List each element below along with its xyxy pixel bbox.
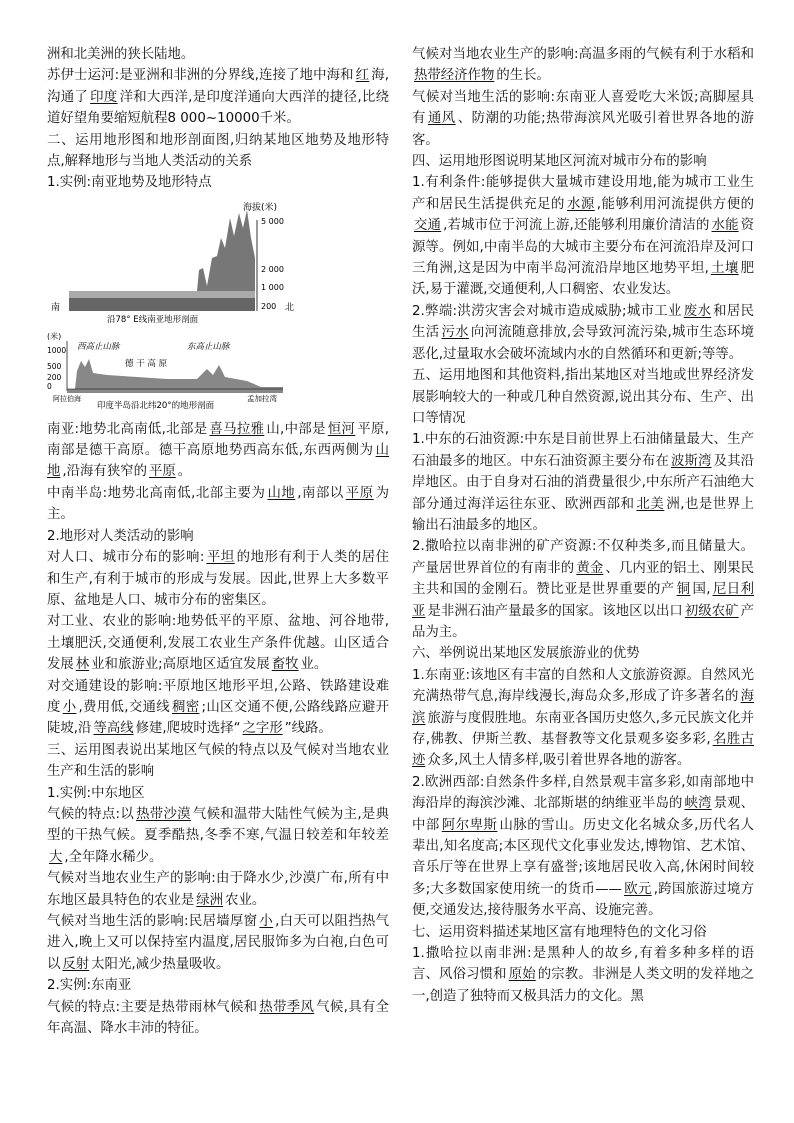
layer-lowland bbox=[69, 291, 255, 298]
paragraph-transport: 对交通建设的影响:平原地区地形平坦,公路、铁路建设难度 小 ,费用低,交通线 稠密 ;山区交通不便,公路线路应避开陡坡,沿 等高线 修建,爬坡时选择“ 之字形 ”线路。 bbox=[47, 678, 390, 737]
answer-blank: 黄金 bbox=[576, 560, 604, 576]
figure-caption: 沿78° E线南亚地形剖面 bbox=[107, 314, 199, 324]
left-column bbox=[47, 44, 389, 1039]
paragraph-middle-east-agriculture: 气候对当地农业生产的影响:由于降水少,沙漠广布,所有中东地区最具特色的农业是 绿洲 农业。 bbox=[47, 871, 389, 908]
subsection-heading: 2.地形对人类活动的影响 bbox=[47, 528, 194, 544]
tick-label: 2 000 bbox=[261, 264, 284, 274]
answer-blank: 大 bbox=[49, 849, 63, 865]
answer-blank: 北美 bbox=[636, 496, 665, 512]
answer-blank: 尼日利亚 bbox=[412, 582, 755, 619]
answer-blank: 稠密 bbox=[172, 699, 200, 715]
answer-blank: 恒河 bbox=[327, 421, 356, 437]
answer-blank: 山地 bbox=[267, 485, 296, 501]
paragraph-africa-minerals: 2.撒哈拉以南非洲的矿产资源:不仅种类多,而且储量大。产量居世界首位的有南非的 黄金 、几内亚的铝土、刚果民主共和国的金刚石。赞比亚是世界重要的产 铜 国, 尼日利亚 是非洲石油产量最多的国家。该地区以出口 初级农矿 产品为主。 bbox=[412, 539, 755, 640]
answer-blank: 欧元 bbox=[623, 881, 652, 897]
answer-blank: 土壤 bbox=[710, 261, 739, 277]
deccan-plateau-label: 德 干 高 原 bbox=[125, 359, 168, 370]
answer-blank: 热带沙漠 bbox=[136, 806, 191, 822]
example-heading: 2.实例:东南亚 bbox=[47, 978, 132, 994]
answer-blank: 平坦 bbox=[206, 550, 235, 566]
answer-blank: 原始 bbox=[508, 967, 536, 983]
layer-base bbox=[69, 298, 255, 311]
paragraph-middle-east-oil: 1.中东的石油资源:中东是目前世界上石油储量最大、生产石油最多的地区。中东石油资源主要分布在 波斯湾 及其沿岸地区。由于自身对石油的消费量很少,中东所产石油绝大部分通过海洋运往东亚、欧洲西部和 北美 洲,也是世界上输出石油最多的地区。 bbox=[412, 432, 755, 533]
answer-blank: 热带季风 bbox=[259, 999, 315, 1015]
section-heading: 三、运用图表说出某地区气候的特点以及气候对当地农业生产和生活的影响 bbox=[47, 742, 389, 780]
section-heading: 二、运用地形图和地形剖面图,归纳某地区地势及地形特点,解释地形与当地人类活动的关系 bbox=[47, 132, 389, 170]
answer-blank: 山地 bbox=[47, 443, 389, 480]
example-heading: 1.实例:中东地区 bbox=[47, 785, 145, 801]
y-axis-label: 海拔(米) bbox=[243, 202, 278, 213]
figure-caption: 印度半岛沿北纬20°的地形剖面 bbox=[97, 401, 215, 410]
answer-blank: 之字形 bbox=[242, 721, 283, 737]
tick-label: 0 bbox=[47, 382, 52, 392]
answer-blank: 污水 bbox=[441, 325, 469, 341]
answer-blank: 波斯湾 bbox=[670, 453, 712, 469]
south-label: 南 bbox=[51, 302, 61, 313]
bay-of-bengal-label: 孟加拉湾 bbox=[247, 394, 277, 404]
paragraph-sea-life: 气候对当地生活的影响:东南亚人喜爱吃大米饭;高脚屋具有 通风 、防潮的功能;热带海滨风光吸引着世界各地的游客。 bbox=[412, 89, 755, 148]
tick-label: 5 000 bbox=[261, 216, 284, 226]
unit-label: (米) bbox=[47, 332, 62, 342]
answer-blank: 热带经济作物 bbox=[414, 68, 495, 84]
answer-blank: 铜 bbox=[676, 582, 691, 598]
answer-blank: 废水 bbox=[683, 303, 712, 319]
answer-blank: 海滨 bbox=[412, 689, 754, 726]
tick-label: 1 000 bbox=[261, 282, 284, 292]
example-heading: 1.实例:南亚地势及地形特点 bbox=[47, 175, 212, 191]
answer-blank: 等高线 bbox=[93, 721, 134, 737]
answer-blank: 畜牧 bbox=[271, 657, 299, 673]
answer-blank: 喜马拉雅 bbox=[209, 421, 265, 437]
answer-blank: 水能 bbox=[711, 218, 739, 234]
terrain-profile bbox=[67, 359, 283, 393]
tick-label: 200 bbox=[261, 301, 277, 311]
mountain-profile bbox=[69, 210, 255, 291]
right-column bbox=[412, 44, 754, 1007]
answer-blank: 小 bbox=[259, 914, 274, 929]
south-asia-profile-figure bbox=[47, 198, 389, 417]
answer-blank: 平原 bbox=[149, 464, 176, 480]
eastern-ghats-label: 东高止山脉 bbox=[187, 342, 230, 353]
paragraph-suez: 苏伊士运河:是亚洲和非洲的分界线,连接了地中海和 红 海,沟通了 印度 洋和大西洋,是印度洋通向大西洋的捷径,比绕道好望角要缩短航程8 000~10000千米。 bbox=[47, 68, 390, 127]
paragraph-sea-agriculture: 气候对当地农业生产的影响:高温多雨的气候有利于水稻和热带经济作物 的生长。 bbox=[412, 47, 754, 84]
indian-peninsula-profile-chart bbox=[47, 331, 387, 409]
paragraph-indochina: 中南半岛:地势北高南低,北部主要为 山地 ,南部以 平原 为主。 bbox=[47, 485, 390, 523]
north-label: 北 bbox=[285, 302, 295, 313]
tick-label: 1000 bbox=[47, 346, 67, 356]
paragraph-africa-culture: 1.撒哈拉以南非洲:是黑种人的故乡,有着多种多样的语言、风俗习惯和 原始 的宗教。非洲是人类文明的发祥地之一,创造了独特而又极具活力的文化。黑 bbox=[412, 946, 755, 1004]
paragraph-industry-agriculture: 对工业、农业的影响:地势低平的平原、盆地、河谷地带,土壤肥沃,交通便利,发展工农业生产条件优越。山区适合发展 林 业和旅游业;高原地区适宜发展 畜牧 业。 bbox=[47, 614, 389, 673]
section-heading: 七、运用资料描述某地区富有地理特色的文化习俗 bbox=[412, 924, 707, 940]
answer-blank: 交通 bbox=[414, 218, 442, 234]
tick-label: 200 bbox=[47, 373, 62, 383]
arabian-sea-label: 阿拉伯海 bbox=[53, 395, 81, 404]
paragraph-river-disadvantages: 2.弊端:洪涝灾害会对城市造成威胁;城市工业 废水 和居民生活 污水 向河流随意排放,会导致河流污染,城市生态环境恶化,过量取水会破坏流域内水的自然循环和更新;等等。 bbox=[412, 303, 755, 362]
answer-blank: 反射 bbox=[62, 956, 90, 972]
paragraph: 洲和北美洲的狭长陆地。 bbox=[47, 47, 195, 62]
paragraph-southeast-asia-climate: 气候的特点:主要是热带雨林气候和 热带季风 气候,具有全年高温、降水丰沛的特征。 bbox=[47, 999, 389, 1037]
answer-blank: 阿尔卑斯 bbox=[441, 817, 498, 833]
answer-blank: 小 bbox=[62, 699, 77, 715]
answer-blank: 印度 bbox=[90, 89, 118, 105]
answer-blank: 林 bbox=[75, 657, 90, 673]
section-heading: 四、运用地形图说明某地区河流对城市分布的影响 bbox=[412, 154, 707, 170]
answer-blank: 红 bbox=[355, 68, 370, 84]
answer-blank: 水源 bbox=[566, 196, 595, 212]
paragraph-middle-east-climate: 气候的特点:以 热带沙漠 气候和温带大陆性气候为主,是典型的干热气候。夏季酷热,冬季不寒,气温日较差和年较差大 ,全年降水稀少。 bbox=[47, 806, 390, 865]
south-asia-profile-chart bbox=[47, 198, 387, 324]
paragraph-river-advantages: 1.有利条件:能够提供大量城市建设用地,能为城市工业生产和居民生活提供充足的 水源 ,能够利用河流提供方便的交通 ,若城市位于河流上游,还能够利用廉价清洁的 水能 资源等。例如,中南半岛的大城市主要分布在河流沿岸及河口三角洲,这是因为中南半岛河流沿岸地区地势平坦, 土壤 肥沃,易于灌溉,交通便利,人口稠密、农业发达。 bbox=[412, 175, 755, 298]
answer-blank: 峡湾 bbox=[684, 796, 712, 812]
paragraph-south-asia: 南亚:地势北高南低,北部是 喜马拉雅 山,中部是 恒河 平原,南部是德干高原。德干高原地势西高东低,东西两侧为 山地 ,沿海有狭窄的 平原 。 bbox=[47, 421, 389, 480]
section-heading: 六、举例说出某地区发展旅游业的优势 bbox=[412, 646, 640, 662]
answer-blank: 通风 bbox=[427, 111, 456, 127]
section-heading: 五、运用地图和其他资料,指出某地区对当地或世界经济发展影响较大的一种或几种自然资源,说出其分布、生产、出口等情况 bbox=[412, 368, 754, 426]
answer-blank: 名胜古迹 bbox=[412, 732, 755, 769]
paragraph-europe-tourism: 2.欧洲西部:自然条件多样,自然景观丰富多彩,如南部地中海沿岸的海滨沙滩、北部斯堪的纳维亚半岛的 峡湾 景观、中部 阿尔卑斯 山脉的雪山。历史文化名城众多,历代名人辈出,知名度高;本区现代文化事业发达,博物馆、艺术馆、音乐厅等在世界上享有盛誉;该地居民收入高,休闲时间较多;大多数国家使用统一的货币—— 欧元 ,跨国旅游过境方便,交通发达,接待服务水平高、设施完善。 bbox=[412, 774, 755, 919]
answer-blank: 绿洲 bbox=[196, 892, 224, 908]
western-ghats-label: 西高止山脉 bbox=[77, 342, 120, 353]
answer-blank: 初级农矿 bbox=[684, 603, 739, 619]
tick-label: 500 bbox=[47, 362, 62, 372]
paragraph-population: 对人口、城市分布的影响: 平坦 的地形有利于人类的居住和生产,有利于城市的形成与发展。因此,世界上大多数平原、盆地是人口、城市分布的密集区。 bbox=[47, 550, 389, 608]
paragraph-middle-east-life: 气候对当地生活的影响:民居墙厚窗 小 ,白天可以阻挡热气进入,晚上又可以保持室内温度,居民服饰多为白袍,白色可以 反射 太阳光,减少热量吸收。 bbox=[47, 914, 390, 972]
answer-blank: 平原 bbox=[345, 485, 374, 501]
paragraph-sea-tourism: 1.东南亚:该地区有丰富的自然和人文旅游资源。自然风光充满热带气息,海岸线漫长,海岛众多,形成了许多著名的 海滨 旅游与度假胜地。东南亚各国历史悠久,多元民族文化并存,佛教、伊斯兰教、基督教等文化景观多姿多彩, 名胜古迹 众多,风土人情多样,吸引着世界各地的游客。 bbox=[412, 667, 755, 769]
